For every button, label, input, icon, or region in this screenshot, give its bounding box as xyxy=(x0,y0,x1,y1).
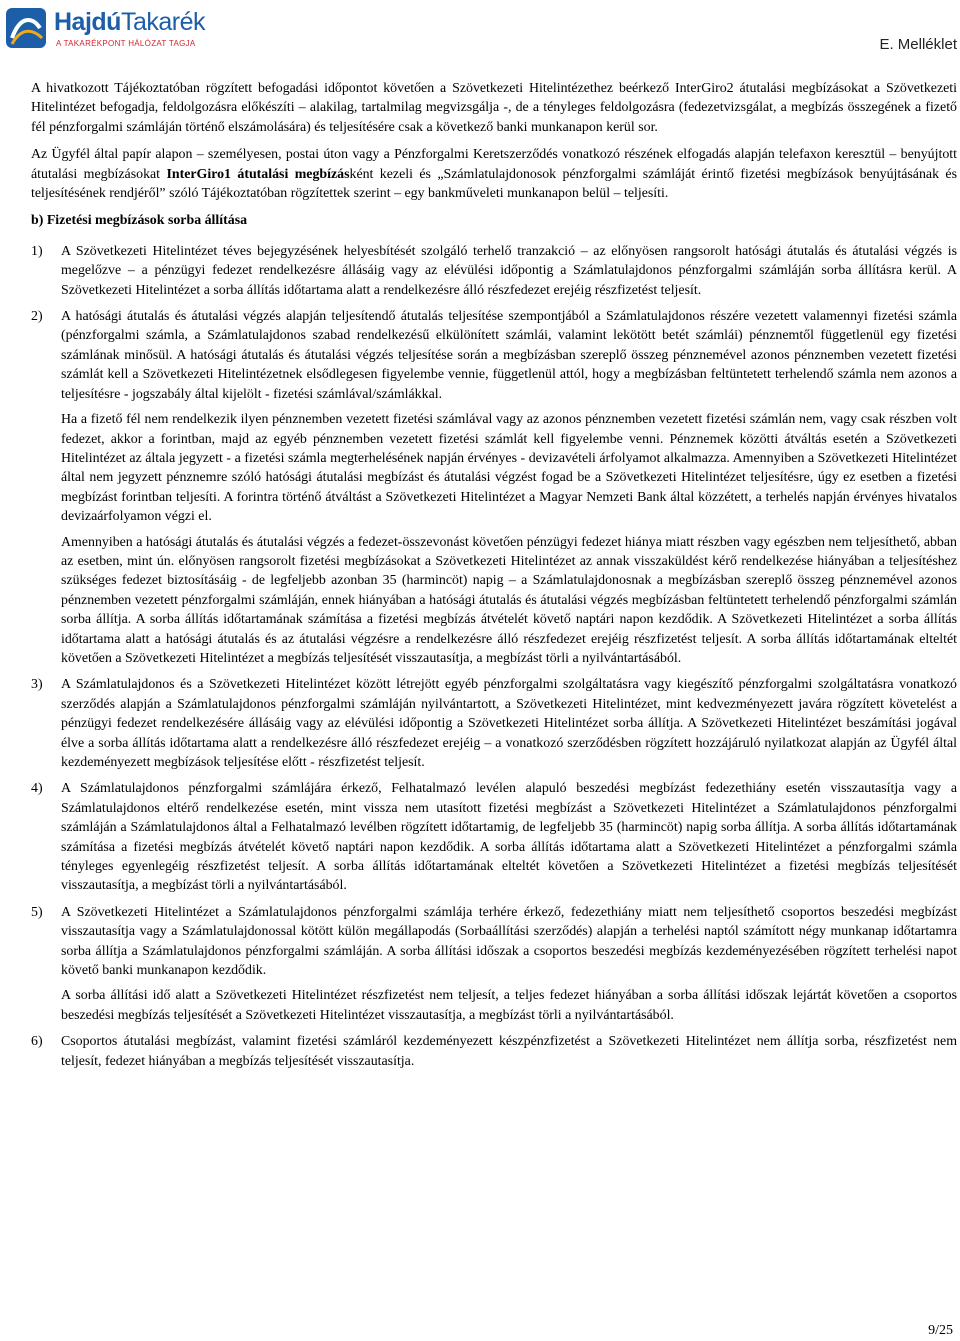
list-item xyxy=(31,242,957,300)
logo-tagline: A TAKARÉKPONT HÁLÓZAT TAGJA xyxy=(56,39,196,48)
list-item xyxy=(31,779,957,895)
logo-wordmark xyxy=(54,8,205,36)
list-item-paragraph: A Szövetkezeti Hitelintézet a Számlatulajdonos pénzforgalmi számlája terhére érkező, fedezethiány miatt nem teljesíthető csoportos beszedési megbízást visszautasítja vagy a Számlatulajdonossal kötött külön megállapodás (Sorbaállítási szerződés) alapján a terhelési naptól számított négy munkanap időtartamra sorba állítja a Számlatulajdonos pénzforgalmi számláján. A sorba állítási időszak a csoportos beszedési megbízás kezdeményezésében rögzített terhelési napot követő banki munkanapon kezdődik. xyxy=(61,904,957,979)
list-item-number: 2) xyxy=(31,309,43,325)
list-item-paragraph: A Számlatulajdonos pénzforgalmi számlájára érkező, Felhatalmazó levélen alapuló beszedési megbízást fedezethiány esetén visszautasítja vagy a Számlatulajdonos eltérő rendelkezése esetén, mint vissza nem utasított fizetési megbízást a Szövetkezeti Hitelintézet a Számlatulajdonos pénzforgalmi számláján a Számlatulajdonos által a Felhatalmazó levélben rögzített időtartamig, de legfeljebb 35 (harmincöt) napig sorba állítja. A sorba állítás időtartamának számítása a fizetési megbízás átvételét követő naptári napon kezdődik. A sorba állítás időtartama alatt a Szövetkezeti Hitelintézet a pénzforgalmi számla tényleges egyenlegéig részfizetést teljesít. A sorba állítás időtartamának elteltét követően a Szövetkezeti Hitelintézet a fizetési megbízás teljesítését visszautasítja, a megbízást törli a nyilvántartásából. xyxy=(61,781,957,894)
intro-paragraph-2 xyxy=(31,145,957,203)
logo-brand-bold: Hajdú xyxy=(54,8,121,36)
list-item-number: 4) xyxy=(31,781,43,797)
intro-p2-bold: InterGiro1 átutalási megbízás xyxy=(166,166,350,182)
list-item-paragraph: Amennyiben a hatósági átutalás és átutalási végzés a fedezet-összevonást követően pénzügyi fedezet hiánya miatt részben vagy egészben nem teljesíthető, abban az esetben, mint ún. előnyösen rangsorolt fizetési megbízásokat a Szövetkezeti Hitelintézet az annak visszaküldést kérő rendelkezése hiányában a teljesítéshez szükséges fedezet biztosításáig - de legfeljebb azonban 35 (harmincöt) napig – a Számlatulajdonosnak a megbízásban szereplő összeg pénznemével azonos pénznemben vezetett pénzforgalmi számláján, ennek hiányában a hatósági átutalás és átutalási végzés megbízásban feltüntetett terhelendő pénzforgalmi számlán sorba állítja. A sorba állítás időtartamának számítása a fizetési megbízás átvételét követő naptári napon kezdődik. A Szövetkezeti Hitelintézet a sorba állítás időtartama alatt a hatósági átutalás és az átutalási végzésre a rendelkezésre álló részfedezet erejéig részfizetést teljesít. A sorba állítás időtartamának elteltét követően a Szövetkezeti Hitelintézet a megbízás teljesítését visszautasítja, a megbízást törli a nyilvántartásából. xyxy=(61,534,957,666)
page-number: 9/25 xyxy=(928,1323,953,1338)
intro-paragraph-1: A hivatkozott Tájékoztatóban rögzített befogadási időpontot követően a Szövetkezeti Hitelintézethez beérkező InterGiro2 átutalási megbízásokat a Szövetkezeti Hitelintézet befogadja, feldolgozásra előkészíti – alakilag, tartalmilag megvizsgálja -, de a tényleges feldolgozásra (fedezetvizsgálat, a megbízás összegének a fizető fél pénzforgalmi számláján történő elszámolására) és teljesítésére csak a következő banki munkanapon kerül sor. xyxy=(31,81,957,135)
list-item-number: 3) xyxy=(31,677,43,693)
list-item-paragraph: A Szövetkezeti Hitelintézet téves bejegyzésének helyesbítését szolgáló terhelő tranzakció – az előnyösen rangsorolt hatósági átutalás és átutalási végzés is megelőzve – a pénzügyi fedezet rendelkezésre állásáig vagy az elévülési időpontig a Számlatulajdonos pénzforgalmi számláján sorba állításra kerül. A Szövetkezeti Hitelintézet a sorba állítás időtartama alatt a rendelkezésre álló részfedezet erejéig részfizetést teljesít. xyxy=(61,243,957,298)
list-item-number: 5) xyxy=(31,904,43,920)
list-item xyxy=(31,1032,957,1071)
logo-mark-icon xyxy=(6,8,50,52)
list-item xyxy=(31,675,957,772)
list-item-paragraph: Csoportos átutalási megbízást, valamint fizetési számláról kezdeményezett készpénzfizetést a Szövetkezeti Hitelintézet nem állítja sorba, részfizetést nem teljesít, fedezet hiányában a megbízás teljesítését visszautasítja. xyxy=(61,1034,957,1069)
list-item-paragraph: Ha a fizető fél nem rendelkezik ilyen pénznemben vezetett fizetési számlával vagy az azonos pénznemben vezetett fizetési számlán nem, vagy csak részben volt fedezet, akkor a forintban, majd az egyéb pénznemben vezetett fizetési számlát kell figyelembe venni. Pénznemek közötti átváltás esetén a Szövetkezeti Hitelintézet az általa jegyzett - a fizetési számla megterhelésének napján érvényes - devizavételi árfolyamot alkalmazza. Amennyiben a Szövetkezeti Hitelintézet által nem jegyzett pénznemre szóló hatósági átutalási megbízást és átutalási végzést fogad be a Szövetkezeti Hitelintézet teljesítésre, úgy ez esetben a fizetési megbízást forintban teljesíti. A forintra történő átváltást a Szövetkezeti Hitelintézet a Magyar Nemzeti Bank által közzétett, a terhelés napján érvényes hivatalos devizaárfolyamon végzi el. xyxy=(61,412,957,525)
list-item xyxy=(31,307,957,668)
list-item-paragraph: A hatósági átutalás és átutalási végzés alapján teljesítendő átutalás teljesítése szempontjából a Számlatulajdonos részére vezetett valamennyi fizetési számla (pénzforgalmi számla, a Számlatulajdonos szabad rendelkezésű elkülönített számlái, valamint lekötött betét számlái) pénznemtől függetlenül egy fizetési számlának minősül. A hatósági átutalás és átutalási végzés teljesítése során a megbízásban szereplő összeg pénznemével azonos pénznemben vezetett fizetési számlát kell a Szövetkezeti Hitelintézetnek elsődlegesen figyelembe vennie, függetlenül attól, hogy a megbízásban feltüntetett terhelendő számla nem azonos a teljesítésre - jogszabály által kijelölt - fizetési számlával/számlákkal. xyxy=(61,309,957,402)
list-item-number: 1) xyxy=(31,243,43,259)
logo-brand-rest: Takarék xyxy=(120,8,205,36)
list-item-number: 6) xyxy=(31,1034,43,1050)
list-item xyxy=(31,903,957,1025)
list-item-paragraph: A sorba állítási idő alatt a Szövetkezeti Hitelintézet részfizetést nem teljesít, a teljes fedezet hiányában a sorba állítási időszak lejártát követően a csoportos beszedési megbízás teljesítését a Szövetkezeti Hitelintézet visszautasítja, a megbízást törli a nyilvántartásából. xyxy=(61,988,957,1023)
intro-p2-part-c: ként kezeli és „Számlatulajdonosok pénzforgalmi számláját érintő fizetési megbízások benyújtásának és teljesítésének rendjéről” szóló Tájékoztatóban rögzítettek szerint – egy bankműveleti munkanapon belül – teljesíti. xyxy=(31,166,957,202)
attachment-label: E. Melléklet xyxy=(879,36,957,53)
section-title: b) Fizetési megbízások sorba állítása xyxy=(31,213,248,229)
list-item-paragraph: A Számlatulajdonos és a Szövetkezeti Hitelintézet között létrejött egyéb pénzforgalmi szolgáltatásra vagy kiegészítő pénzforgalmi szolgáltatásra vonatkozó szerződés alapján a Számlatulajdonos pénzforgalmi számláján nyilvántartott, a Szövetkezeti Hitelintézet, mint kedvezményezett javára rögzített követelést a pénzügyi fedezet rendelkezésére állásáig vagy az elévülési időpontig a Szövetkezeti Hitelintézet sorba állítja. A Szövetkezeti Hitelintézet beszámítási jogával élve a sorba állítás időtartama alatt a rendelkezésre álló részfedezet erejéig – a vonatkozó szerződésben rögzített hozzájáruló nyilatkozat alapján az Ügyfél által kezdeményezett megbízások teljesítése előtt - részfizetést teljesít. xyxy=(61,677,957,770)
intro-p2-part-a: Az Ügyfél által papír alapon – személyesen, postai úton vagy a Pénzforgalmi Keretszerződés vonatkozó részének elfogadás alapján telefaxon keresztül – benyújtott átutalási megbízásokat xyxy=(31,147,957,182)
document-body xyxy=(31,79,957,1078)
logo xyxy=(6,6,216,52)
